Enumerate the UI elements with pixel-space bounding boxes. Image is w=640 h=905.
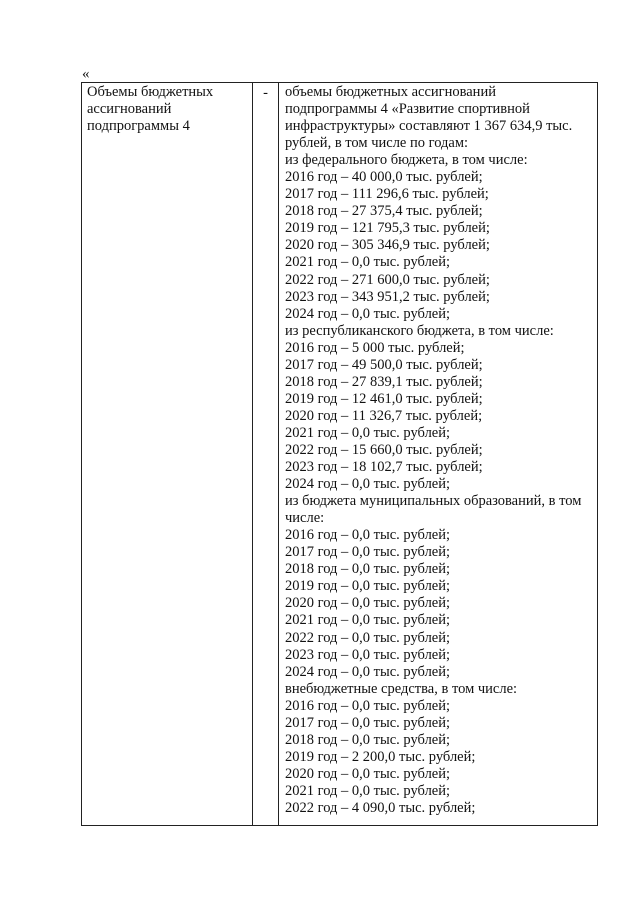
content-line: 2018 год – 0,0 тыс. рублей;: [285, 731, 451, 748]
content-line: 2016 год – 5 000 тыс. рублей;: [285, 339, 465, 356]
budget-table: [81, 82, 598, 826]
content-line: 2024 год – 0,0 тыс. рублей;: [285, 476, 451, 493]
dash-cell: [253, 83, 279, 825]
content-line: 2021 год – 0,0 тыс. рублей;: [285, 254, 451, 271]
content-line: из республиканского бюджета, в том числе:: [285, 322, 554, 339]
content-line: 2017 год – 0,0 тыс. рублей;: [285, 544, 451, 561]
content-line: 2020 год – 305 346,9 тыс. рублей;: [285, 237, 490, 254]
content-line: внебюджетные средства, в том числе:: [285, 680, 518, 697]
content-line: 2016 год – 0,0 тыс. рублей;: [285, 697, 451, 714]
content-line: 2023 год – 18 102,7 тыс. рублей;: [285, 459, 483, 476]
content-line: 2019 год – 121 795,3 тыс. рублей;: [285, 220, 490, 237]
content-line: 2020 год – 0,0 тыс. рублей;: [285, 765, 451, 782]
content-line: 2018 год – 27 375,4 тыс. рублей;: [285, 203, 483, 220]
label-lines: [87, 84, 252, 135]
label-line: подпрограммы 4: [87, 118, 190, 135]
label-cell: [82, 83, 253, 825]
content-line: 2016 год – 0,0 тыс. рублей;: [285, 527, 451, 544]
content-line: 2018 год – 27 839,1 тыс. рублей;: [285, 373, 483, 390]
content-line: 2022 год – 15 660,0 тыс. рублей;: [285, 441, 483, 458]
content-line: из федерального бюджета, в том числе:: [285, 152, 528, 169]
opening-quote-mark: «: [82, 66, 90, 82]
content-line: 2022 год – 0,0 тыс. рублей;: [285, 629, 451, 646]
content-line: 2016 год – 40 000,0 тыс. рублей;: [285, 169, 483, 186]
content-line: 2020 год – 0,0 тыс. рублей;: [285, 595, 451, 612]
content-line: 2019 год – 2 200,0 тыс. рублей;: [285, 748, 476, 765]
content-line: 2020 год – 11 326,7 тыс. рублей;: [285, 407, 483, 424]
content-line: 2021 год – 0,0 тыс. рублей;: [285, 424, 451, 441]
content-line: подпрограммы 4 «Развитие спортивной: [285, 101, 530, 118]
content-line: 2021 год – 0,0 тыс. рублей;: [285, 782, 451, 799]
content-line: инфраструктуры» составляют 1 367 634,9 тыс.: [285, 118, 573, 135]
content-line: 2024 год – 0,0 тыс. рублей;: [285, 663, 451, 680]
content-line: объемы бюджетных ассигнований: [285, 84, 496, 100]
content-line: рублей, в том числе по годам:: [285, 135, 469, 152]
content-lines: [285, 84, 597, 817]
content-line: 2022 год – 271 600,0 тыс. рублей;: [285, 271, 490, 288]
content-line: 2017 год – 111 296,6 тыс. рублей;: [285, 186, 489, 203]
label-line: Объемы бюджетных: [87, 84, 214, 100]
content-cell: [279, 83, 597, 825]
content-line: 2017 год – 0,0 тыс. рублей;: [285, 714, 451, 731]
content-line: 2019 год – 12 461,0 тыс. рублей;: [285, 390, 483, 407]
content-line: числе:: [285, 510, 325, 527]
label-line: ассигнований: [87, 101, 172, 118]
content-line: 2019 год – 0,0 тыс. рублей;: [285, 578, 451, 595]
content-line: 2018 год – 0,0 тыс. рублей;: [285, 561, 451, 578]
content-line: 2023 год – 343 951,2 тыс. рублей;: [285, 288, 490, 305]
dash-mark: -: [263, 85, 268, 101]
content-line: 2023 год – 0,0 тыс. рублей;: [285, 646, 451, 663]
content-line: 2021 год – 0,0 тыс. рублей;: [285, 612, 451, 629]
content-line: из бюджета муниципальных образований, в том: [285, 493, 582, 510]
content-line: 2022 год – 4 090,0 тыс. рублей;: [285, 799, 476, 816]
content-line: 2024 год – 0,0 тыс. рублей;: [285, 305, 451, 322]
content-line: 2017 год – 49 500,0 тыс. рублей;: [285, 356, 483, 373]
